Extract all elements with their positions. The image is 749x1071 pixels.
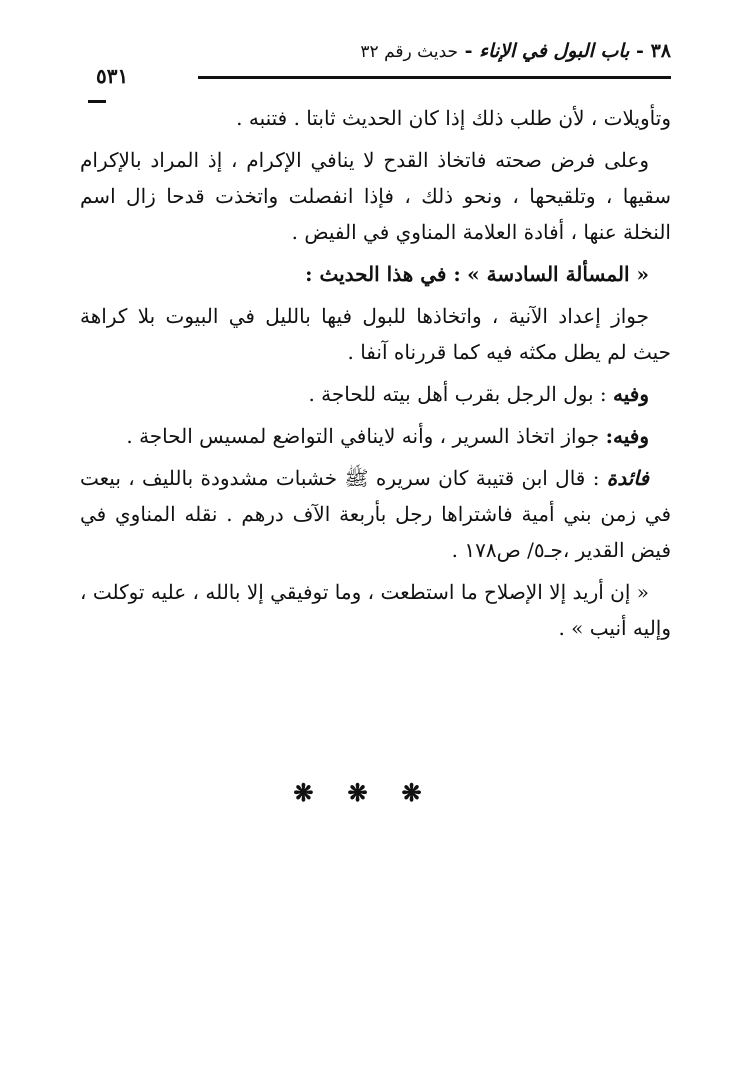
- section-separator: [0, 778, 749, 807]
- fihi-label-2: وفيه:: [605, 424, 649, 448]
- benefit-label: فائدة: [606, 466, 649, 490]
- page-number-value: ٥٣١: [96, 64, 129, 88]
- paragraph-6-text: جواز اتخاذ السرير ، وأنه لاينافي التواضع لمسيس الحاجة .: [126, 424, 600, 448]
- body-text: [80, 100, 671, 652]
- paragraph-6: [80, 418, 671, 454]
- issue-heading: « المسألة السادسة »: [467, 262, 649, 286]
- paragraph-1: وتأويلات ، لأن طلب ذلك إذا كان الحديث ثابتا . فتنبه .: [236, 106, 671, 130]
- page-number: [96, 64, 128, 88]
- paragraph-5: [80, 376, 671, 412]
- chapter-title: باب البول في الإناء: [479, 40, 630, 62]
- star-icon: ❋: [347, 778, 402, 807]
- page-header: [96, 40, 671, 100]
- paragraph-2: وعلى فرض صحته فاتخاذ القدح لا ينافي الإكرام ، إذ المراد بالإكرام سقيها ، وتلقيحها ، ونحو ذلك ، فإذا انفصلت واتخذت قدحا زال اسم النخلة عنها ، أفادة العلامة المناوي في الفيض .: [80, 148, 671, 244]
- paragraph-5-text: : بول الرجل بقرب أهل بيته للحاجة .: [308, 382, 607, 406]
- paragraph-3: [80, 256, 671, 292]
- paragraph-7-text: : قال ابن قتيبة كان سريره ﷺ خشبات مشدودة بالليف ، بيعت في زمن بني أمية فاشتراها رجل بأربعة الآف درهم . نقله المناوي في فيض القدير ،جـ٥/ ص١٧٨ .: [80, 466, 671, 562]
- running-title: [360, 40, 671, 62]
- fihi-label-1: وفيه: [613, 382, 649, 406]
- paragraph-4: جواز إعداد الآنية ، واتخاذها للبول فيها بالليل في البيوت بلا كراهة حيث لم يطل مكثه فيه كما قررناه آنفا .: [80, 304, 671, 364]
- dash-separator: -: [458, 40, 473, 62]
- closing-quote: « إن أريد إلا الإصلاح ما استطعت ، وما توفيقي إلا بالله ، عليه توكلت ، وإليه أنيب » .: [80, 580, 671, 640]
- header-rule: [198, 76, 671, 79]
- hadith-label: حديث رقم ٣٢: [360, 42, 459, 62]
- star-icon: ❋: [401, 778, 456, 807]
- dash-separator: -: [629, 40, 644, 62]
- paragraph-7: [80, 460, 671, 568]
- star-icon: ❋: [293, 778, 348, 807]
- issue-heading-rest: : في هذا الحديث :: [305, 262, 461, 286]
- chapter-number: ٣٨: [650, 40, 671, 62]
